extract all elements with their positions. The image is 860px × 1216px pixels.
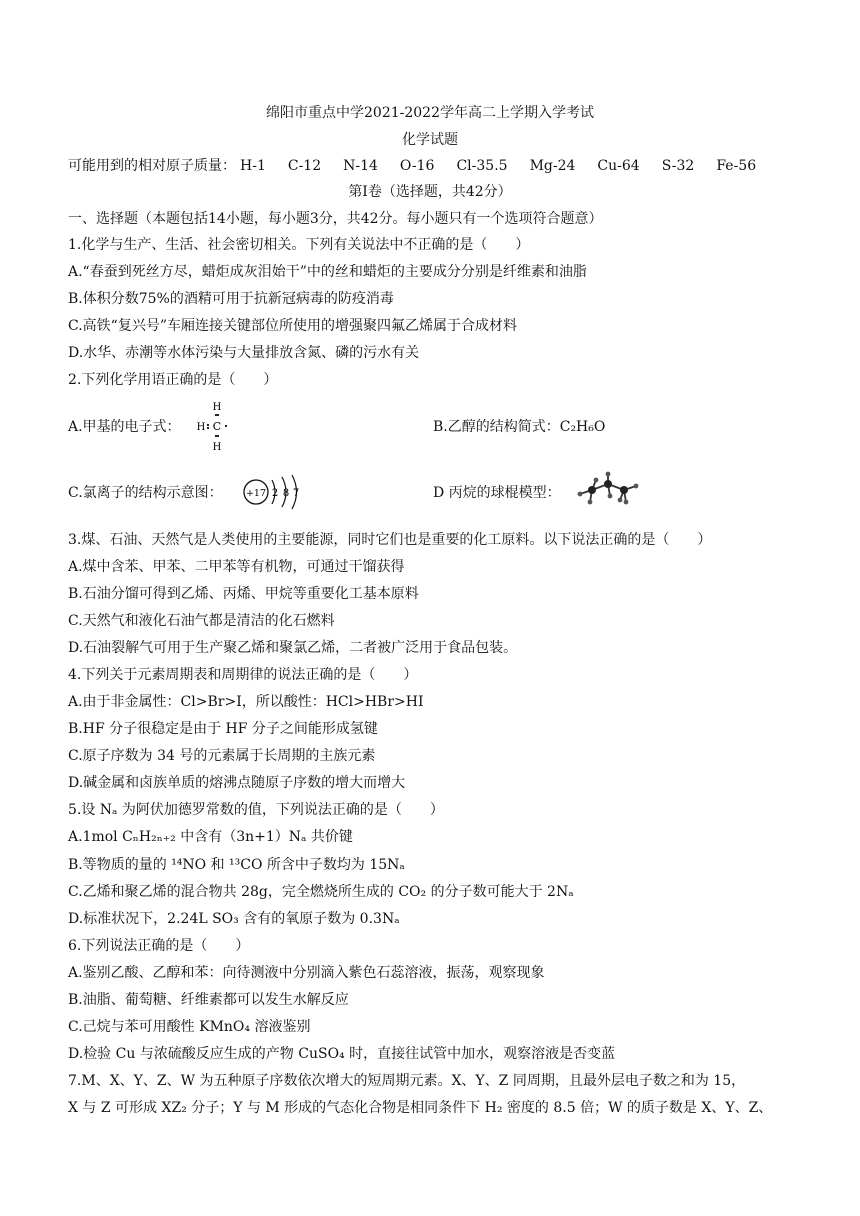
q6-option-d: D.检验 Cu 与浓硫酸反应生成的产物 CuSO₄ 时，直接往试管中加水，观察溶液是否变蓝 <box>68 1046 616 1062</box>
hydrogen-atom <box>588 500 593 505</box>
mass-item: Fe-56 <box>716 158 757 174</box>
hydrogen-atom <box>634 484 639 489</box>
q1-option-b: B.体积分数75%的酒精可用于抗新冠病毒的防疫消毒 <box>68 291 394 307</box>
q6-option-b: B.油脂、葡萄糖、纤维素都可以发生水解反应 <box>68 992 349 1008</box>
q3-stem: 3.煤、石油、天然气是人类使用的主要能源，同时它们也是重要的化工原料。以下说法正确的是（ ） <box>68 532 712 548</box>
mass-item: H-1 <box>240 158 266 174</box>
q4-option-b: B.HF 分子很稳定是由于 HF 分子之间能形成氢键 <box>68 721 378 737</box>
part-heading: 第Ⅰ卷（选择题，共42分） <box>348 184 512 200</box>
q5-stem: 5.设 Nₐ 为阿伏加德罗常数的值，下列说法正确的是（ ） <box>68 802 444 818</box>
q3-option-b: B.石油分馏可得到乙烯、丙烯、甲烷等重要化工基本原料 <box>68 586 419 602</box>
q5-option-b: B.等物质的量的 ¹⁴NO 和 ¹³CO 所含中子数均为 15Nₐ <box>68 857 405 873</box>
propane-ball-stick-model <box>572 470 644 510</box>
section-heading: 一、选择题（本题包括14小题，每小题3分，共42分。每小题只有一个选项符合题意） <box>68 211 603 227</box>
h-atom-left: H <box>196 422 206 433</box>
mass-item: Mg-24 <box>529 158 576 174</box>
q5-option-a: A.1mol CₙH₂ₙ₊₂ 中含有（3n+1）Nₐ 共价键 <box>68 829 353 845</box>
q1-option-d: D.水华、赤潮等水体污染与大量排放含氮、磷的污水有关 <box>68 345 420 361</box>
q2-option-d: D 丙烷的球棍模型： <box>433 485 561 501</box>
exam-title: 绵阳市重点中学2021-2022学年高二上学期入学考试 <box>266 105 594 121</box>
q3-option-c: C.天然气和液化石油气都是清洁的化石燃料 <box>68 613 335 629</box>
hydrogen-atom <box>594 478 599 483</box>
hydrogen-atom <box>608 494 613 499</box>
hydrogen-atom <box>624 500 629 505</box>
mass-item: C-12 <box>287 158 322 174</box>
q6-option-a: A.鉴别乙酸、乙醇和苯：向待测液中分别滴入紫色石蕊溶液，振荡，观察现象 <box>68 965 545 981</box>
nucleus-charge: +17 <box>245 488 267 499</box>
q4-option-d: D.碱金属和卤族单质的熔沸点随原子序数的增大而增大 <box>68 775 406 791</box>
h-atom-bottom: H <box>212 442 222 453</box>
shell-3-electrons: 7 <box>292 488 300 499</box>
atomic-masses-label: 可能用到的相对原子质量： <box>68 158 236 174</box>
mass-item: O-16 <box>399 158 435 174</box>
q2-option-a: A.甲基的电子式： <box>68 419 181 435</box>
chloride-ion-diagram <box>240 472 304 512</box>
mass-item: S-32 <box>661 158 695 174</box>
q3-option-d: D.石油裂解气可用于生产聚乙烯和聚氯乙烯，二者被广泛用于食品包装。 <box>68 640 518 656</box>
h-atom-top: H <box>212 402 222 413</box>
atomic-masses <box>68 157 756 175</box>
c-atom: C <box>212 420 222 433</box>
hydrogen-atom <box>606 472 611 477</box>
mass-item: Cl-35.5 <box>456 158 508 174</box>
hydrogen-atom <box>618 498 623 503</box>
q4-stem: 4.下列关于元素周期表和周期律的说法正确的是（ ） <box>68 667 418 683</box>
shell-2-electrons: 8 <box>282 488 290 499</box>
q1-option-a: A.“春蚕到死丝方尽，蜡炬成灰泪始干”中的丝和蜡炬的主要成分分别是纤维素和油脂 <box>68 264 587 280</box>
q4-option-c: C.原子序数为 34 号的元素属于长周期的主族元素 <box>68 748 376 764</box>
q2-option-b: B.乙醇的结构简式：C₂H₆O <box>433 419 606 435</box>
q5-option-c: C.乙烯和聚乙烯的混合物共 28g，完全燃烧所生成的 CO₂ 的分子数可能大于 2Nₐ <box>68 884 574 900</box>
q4-option-a: A.由于非金属性：Cl>Br>I，所以酸性：HCl>HBr>HI <box>68 694 424 710</box>
q6-stem: 6.下列说法正确的是（ ） <box>68 938 250 954</box>
q2-option-c: C.氯离子的结构示意图： <box>68 485 223 501</box>
q3-option-a: A.煤中含苯、甲苯、二甲苯等有机物，可通过干馏获得 <box>68 559 405 575</box>
carbon-atom <box>620 486 628 494</box>
q1-option-c: C.高铁“复兴号”车厢连接关键部位所使用的增强聚四氟乙烯属于合成材料 <box>68 318 517 334</box>
hydrogen-atom <box>578 492 583 497</box>
q6-option-c: C.己烷与苯可用酸性 KMnO₄ 溶液鉴别 <box>68 1019 311 1035</box>
shell-1-electrons: 2 <box>271 488 279 499</box>
q7-line-1: 7.M、X、Y、Z、W 为五种原子序数依次增大的短周期元素。X、Y、Z 同周期，且最外层电子数之和为 15， <box>68 1073 746 1089</box>
carbon-atom <box>588 486 596 494</box>
mass-item: Cu-64 <box>597 158 640 174</box>
carbon-atom <box>604 480 612 488</box>
q1-stem: 1.化学与生产、生活、社会密切相关。下列有关说法中不正确的是（ ） <box>68 237 530 253</box>
exam-subject: 化学试题 <box>402 132 458 148</box>
methyl-electron-formula <box>195 398 235 454</box>
q2-stem: 2.下列化学用语正确的是（ ） <box>68 372 278 388</box>
mass-item: N-14 <box>343 158 378 174</box>
q5-option-d: D.标准状况下，2.24L SO₃ 含有的氧原子数为 0.3Nₐ <box>68 911 400 927</box>
q7-line-2: X 与 Z 可形成 XZ₂ 分子；Y 与 M 形成的气态化合物是相同条件下 H₂ 密度的 8.5 倍；W 的质子数是 X、Y、Z、 <box>68 1100 773 1116</box>
